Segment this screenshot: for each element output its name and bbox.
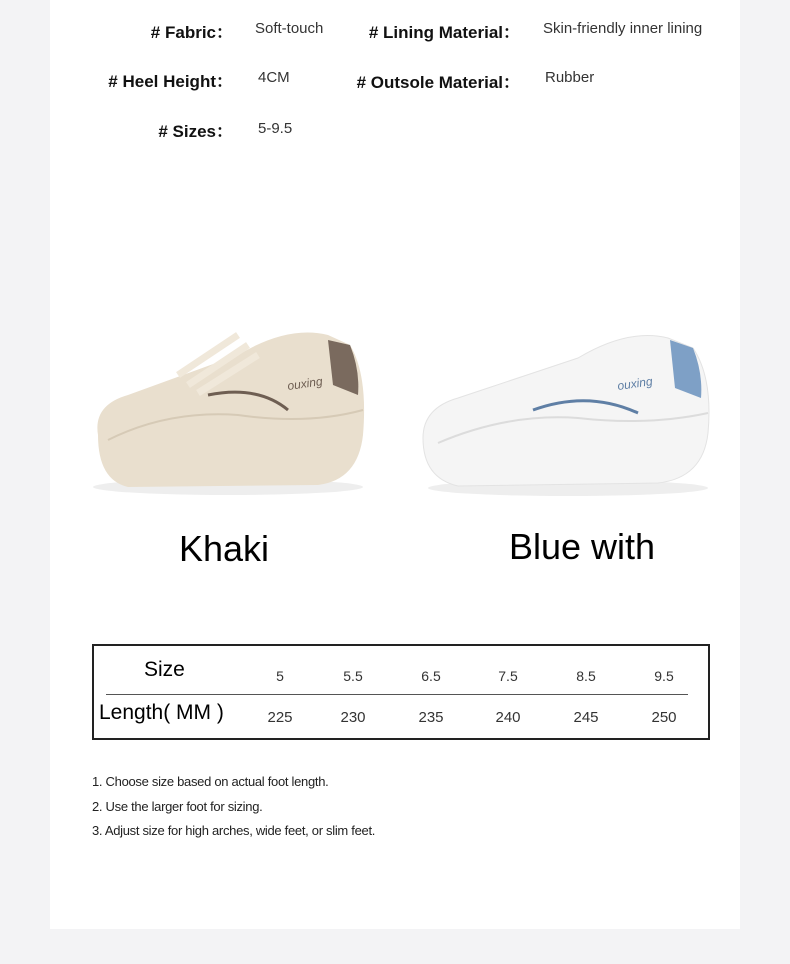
length-cell: 225 xyxy=(267,709,293,726)
size-row-header: Size xyxy=(144,658,185,681)
spec-label-heel: # Heel Height： xyxy=(108,72,233,91)
length-cell: 235 xyxy=(418,709,444,726)
sizing-note-2: 2. Use the larger foot for sizing. xyxy=(92,799,263,814)
spec-label-lining: # Lining Material： xyxy=(368,23,520,42)
spec-value-sizes: 5-9.5 xyxy=(258,120,293,137)
spec-value-outsole: Rubber xyxy=(545,69,595,86)
spec-label-fabric: # Fabric： xyxy=(150,23,233,42)
length-cell: 250 xyxy=(651,709,677,726)
sizing-note-3: 3. Adjust size for high arches, wide feet, or slim feet. xyxy=(92,823,376,838)
size-cell: 6.5 xyxy=(421,668,441,684)
size-table xyxy=(92,644,710,740)
size-cell: 5 xyxy=(276,668,284,684)
size-cell: 5.5 xyxy=(343,668,363,684)
size-cell: 8.5 xyxy=(576,668,596,684)
spec-value-lining: Skin-friendly inner lining xyxy=(543,20,703,37)
color-label-khaki: Khaki xyxy=(179,528,270,569)
table-divider xyxy=(106,694,688,695)
size-cell: 9.5 xyxy=(654,668,674,684)
khaki-shoe-image xyxy=(88,315,378,500)
color-label-blue: Blue with xyxy=(509,526,656,567)
length-cell: 245 xyxy=(573,709,599,726)
length-row-header: Length( MM ) xyxy=(99,701,224,724)
spec-label-sizes: # Sizes： xyxy=(158,122,233,141)
length-cell: 240 xyxy=(495,709,521,726)
spec-value-heel: 4CM xyxy=(258,69,290,86)
khaki-brand-logo: ouxing xyxy=(286,374,324,393)
blue-shoe-image xyxy=(418,318,718,503)
length-cell: 230 xyxy=(340,709,366,726)
spec-label-outsole: # Outsole Material： xyxy=(356,73,520,92)
blue-brand-logo: ouxing xyxy=(616,374,654,393)
spec-value-fabric: Soft-touch xyxy=(255,20,324,37)
sizing-note-1: 1. Choose size based on actual foot length. xyxy=(92,774,329,789)
size-cell: 7.5 xyxy=(498,668,518,684)
